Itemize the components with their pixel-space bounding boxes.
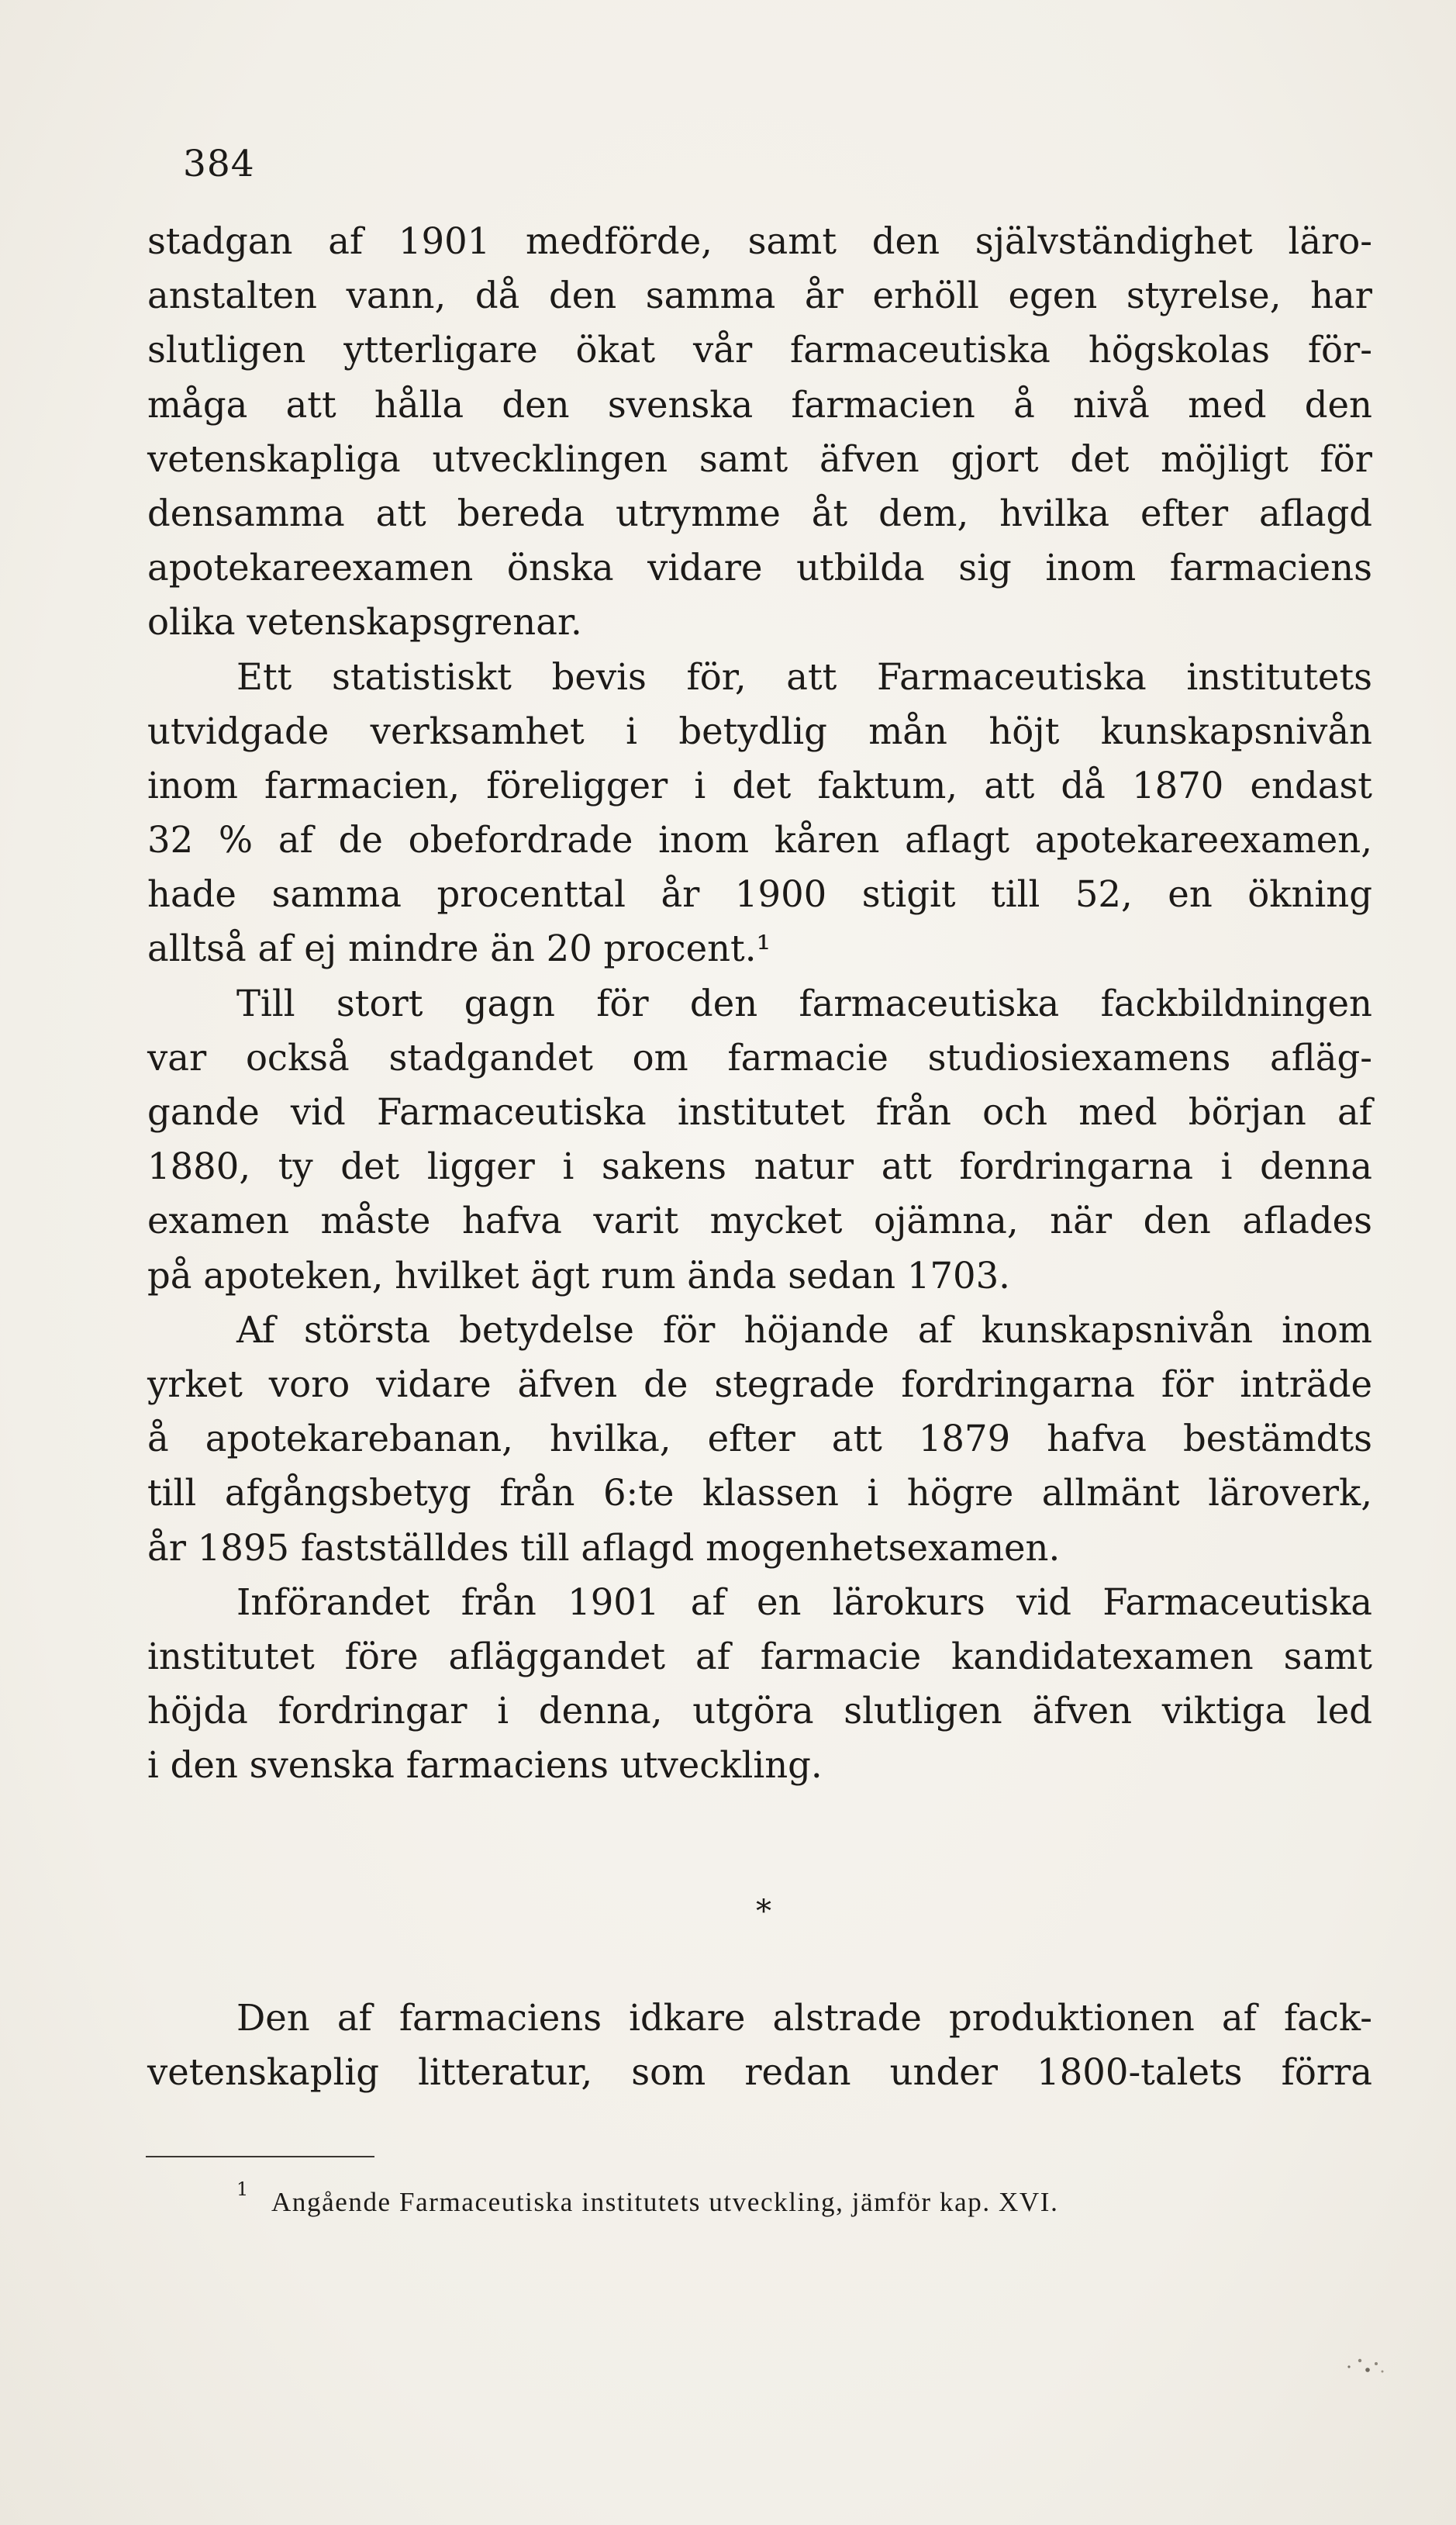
text-line: institutet före afläggandet af farmacie kandidatexamen samt xyxy=(147,1635,1372,1677)
text-line: anstalten vann, då den samma år erhöll egen styrelse, har xyxy=(147,275,1372,317)
section-separator: * xyxy=(756,1894,771,1929)
text-line: inom farmacien, föreligger i det faktum, att då 1870 endast xyxy=(147,764,1372,807)
text-line: vetenskapliga utvecklingen samt äfven gjort det möjligt för xyxy=(147,437,1372,480)
text-line: höjda fordringar i denna, utgöra slutligen äfven viktiga led xyxy=(147,1690,1372,1732)
text-line: år 1895 fastställdes till aflagd mogenhetsexamen. xyxy=(147,1526,1061,1569)
text-line: 32 % af de obefordrade inom kåren aflagt apotekareexamen, xyxy=(147,819,1372,862)
second-text-block xyxy=(147,1991,1372,2099)
text-line: Till stort gagn för den farmaceutiska fackbildningen xyxy=(236,982,1372,1024)
footnote-text: Angående Farmaceutiska institutets utveckling, jämför kap. XVI. xyxy=(271,2187,1059,2217)
text-line: måga att hålla den svenska farmacien å nivå med den xyxy=(147,383,1372,426)
text-line: utvidgade verksamhet i betydlig mån höjt kunskapsnivån xyxy=(147,710,1372,752)
text-line: vetenskaplig litteratur, som redan under 1800-talets förra xyxy=(147,2051,1372,2094)
text-line: apotekareexamen önska vidare utbilda sig inom farmaciens xyxy=(147,547,1372,589)
text-line: Införandet från 1901 af en lärokurs vid Farmaceutiska xyxy=(236,1580,1372,1623)
text-line: var också stadgandet om farmacie studiosiexamens afläg- xyxy=(147,1036,1372,1079)
text-line: på apoteken, hvilket ägt rum ända sedan 1703. xyxy=(147,1254,1010,1297)
text-line: Den af farmaciens idkare alstrade produktionen af fack- xyxy=(236,1997,1372,2039)
footnote-marker: 1 xyxy=(236,2178,249,2200)
text-line: yrket voro vidare äfven de stegrade fordringarna för inträde xyxy=(147,1363,1372,1405)
text-line: i den svenska farmaciens utveckling. xyxy=(147,1744,823,1787)
footnote-divider xyxy=(146,2156,374,2157)
text-line: examen måste hafva varit mycket ojämna, när den aflades xyxy=(147,1200,1372,1242)
text-line: 1880, ty det ligger i sakens natur att fordringarna i denna xyxy=(147,1145,1372,1188)
text-line: alltså af ej mindre än 20 procent.¹ xyxy=(147,927,771,970)
text-line: olika vetenskapsgrenar. xyxy=(147,601,582,644)
text-line: å apotekarebanan, hvilka, efter att 1879 hafva bestämdts xyxy=(147,1418,1372,1460)
text-line: densamma att bereda utrymme åt dem, hvilka efter aflagd xyxy=(147,492,1372,534)
text-line: Af största betydelse för höjande af kunskapsnivån inom xyxy=(236,1308,1372,1351)
page-number: 384 xyxy=(183,143,255,185)
print-speck-mark xyxy=(1334,2350,1396,2381)
text-line: hade samma procenttal år 1900 stigit till 52, en ökning xyxy=(147,873,1372,916)
text-line: slutligen ytterligare ökat vår farmaceutiska högskolas för- xyxy=(147,329,1372,371)
text-line: Ett statistiskt bevis för, att Farmaceutiska institutets xyxy=(236,655,1372,698)
text-line: stadgan af 1901 medförde, samt den självständighet läro- xyxy=(147,220,1372,262)
main-text-block xyxy=(147,214,1372,1792)
text-line: till afgångsbetyg från 6:te klassen i högre allmänt läroverk, xyxy=(147,1472,1372,1515)
text-line: gande vid Farmaceutiska institutet från och med början af xyxy=(147,1091,1372,1133)
